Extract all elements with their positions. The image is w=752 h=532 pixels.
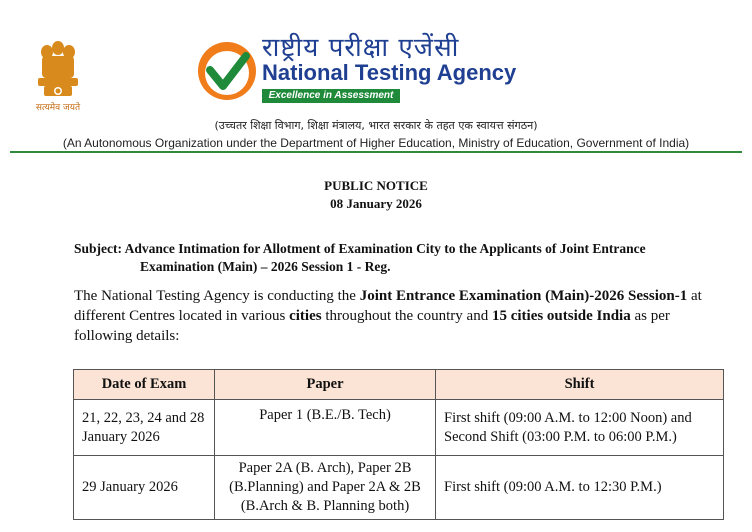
subject-line-1: Advance Intimation for Allotment of Examination City to the Applicants of Joint Entrance [124, 241, 646, 256]
notice-title: PUBLIC NOTICE [324, 178, 428, 193]
body-text-2: at different Centres located in various [74, 288, 702, 324]
header-divider [10, 151, 742, 153]
row2-shift: First shift (09:00 A.M. to 12:30 P.M.) [436, 456, 724, 520]
body-text-4: as per following details: [74, 308, 670, 344]
nta-logo-icon [196, 40, 258, 102]
table-row [74, 456, 724, 520]
table-header-row [74, 370, 724, 400]
row1-date: 21, 22, 23, 24 and 28 January 2026 [74, 400, 215, 456]
header-shift: Shift [436, 370, 724, 400]
subject-line-2: Examination (Main) – 2026 Session 1 - Reg. [140, 259, 391, 274]
exam-schedule-table [73, 369, 724, 520]
header-date-of-exam: Date of Exam [74, 370, 215, 400]
subtitle-english: (An Autonomous Organization under the Department of Higher Education, Ministry of Education, Government of India) [62, 136, 690, 150]
body-text-3: throughout the country and [321, 308, 492, 324]
subject-label: Subject: [74, 241, 122, 256]
table-row [74, 400, 724, 456]
notice-subject [74, 240, 714, 276]
row1-paper: Paper 1 (B.E./B. Tech) [215, 400, 436, 456]
body-bold-outside-india: 15 cities outside India [491, 308, 631, 324]
body-bold-exam: Joint Entrance Examination (Main)-2026 Session-1 [359, 288, 688, 304]
agency-name-english: National Testing Agency [262, 60, 517, 85]
body-text-1: The National Testing Agency is conducting the [74, 288, 360, 304]
notice-body [74, 286, 728, 346]
agency-name-hindi: राष्ट्रीय परीक्षा एजेंसी [262, 33, 460, 63]
header-paper: Paper [215, 370, 436, 400]
emblem-motto: सत्यमेव जयते [35, 103, 81, 113]
agency-tagline: Excellence in Assessment [262, 89, 400, 103]
body-bold-cities: cities [289, 308, 322, 324]
row2-paper: Paper 2A (B. Arch), Paper 2B (B.Planning) and Paper 2A & 2B (B.Arch & B. Planning both) [215, 456, 436, 520]
subtitle-hindi: (उच्चतर शिक्षा विभाग, शिक्षा मंत्रालय, भारत सरकार के तहत एक स्वायत्त संगठन) [214, 119, 538, 132]
row2-date: 29 January 2026 [74, 456, 215, 520]
row1-shift: First shift (09:00 A.M. to 12:00 Noon) and Second Shift (03:00 P.M. to 06:00 P.M.) [436, 400, 724, 456]
notice-date: 08 January 2026 [330, 196, 422, 211]
